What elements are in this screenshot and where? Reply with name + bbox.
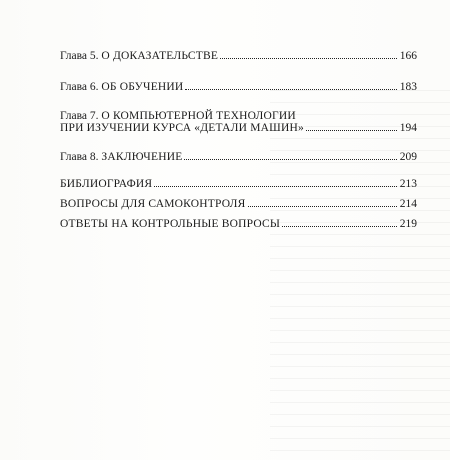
toc-entry-bibliography bbox=[60, 178, 417, 190]
page-number: 209 bbox=[399, 151, 417, 163]
page-number: 219 bbox=[399, 218, 417, 230]
section-title: ВОПРОСЫ ДЛЯ САМОКОНТРОЛЯ bbox=[60, 198, 246, 210]
page-number: 213 bbox=[399, 178, 417, 190]
chapter-prefix: Глава 6. bbox=[60, 81, 99, 93]
chapter-prefix: Глава 5. bbox=[60, 50, 99, 62]
toc-entry-chapter-8 bbox=[60, 151, 417, 163]
page-number: 194 bbox=[399, 122, 417, 134]
dot-leader bbox=[282, 226, 397, 227]
toc-entry-self-control-questions bbox=[60, 198, 417, 210]
page-number: 166 bbox=[399, 50, 417, 62]
chapter-title: ОБ ОБУЧЕНИИ bbox=[101, 81, 184, 93]
chapter-title-line2: ПРИ ИЗУЧЕНИИ КУРСА «ДЕТАЛИ МАШИН» bbox=[60, 122, 304, 134]
dot-leader bbox=[248, 206, 397, 207]
dot-leader bbox=[220, 58, 397, 59]
toc-entry-answers bbox=[60, 218, 417, 230]
toc-entry-chapter-7 bbox=[60, 110, 417, 134]
bleed-through-text bbox=[270, 90, 450, 460]
chapter-title: О ДОКАЗАТЕЛЬСТВЕ bbox=[101, 50, 219, 62]
chapter-title: ЗАКЛЮЧЕНИЕ bbox=[101, 151, 183, 163]
dot-leader bbox=[184, 159, 396, 160]
page-number: 214 bbox=[399, 198, 417, 210]
chapter-title-line1: О КОМПЬЮТЕРНОЙ ТЕХНОЛОГИИ bbox=[101, 110, 296, 122]
page-number: 183 bbox=[399, 81, 417, 93]
dot-leader bbox=[306, 130, 397, 131]
section-title: БИБЛИОГРАФИЯ bbox=[60, 178, 153, 190]
toc-entry-chapter-6 bbox=[60, 81, 417, 93]
toc-entry-chapter-5 bbox=[60, 50, 417, 62]
section-title: ОТВЕТЫ НА КОНТРОЛЬНЫЕ ВОПРОСЫ bbox=[60, 218, 281, 230]
dot-leader bbox=[185, 89, 396, 90]
chapter-prefix: Глава 7. bbox=[60, 110, 99, 122]
dot-leader bbox=[154, 186, 397, 187]
chapter-prefix: Глава 8. bbox=[60, 151, 99, 163]
